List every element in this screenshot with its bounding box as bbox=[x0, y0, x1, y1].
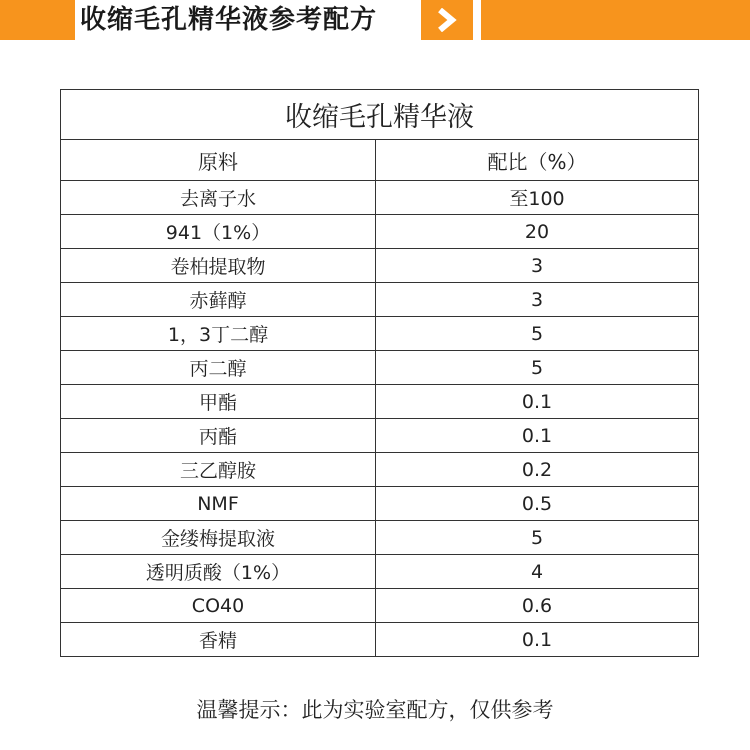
column-header-ratio: 配比（%） bbox=[376, 140, 699, 181]
material-cell: 金缕梅提取液 bbox=[61, 521, 376, 555]
table-row bbox=[61, 419, 699, 453]
ratio-cell: 0.1 bbox=[376, 385, 699, 419]
ratio-cell: 3 bbox=[376, 283, 699, 317]
page-title: 收缩毛孔精华液参考配方 bbox=[80, 5, 378, 35]
table-row bbox=[61, 317, 699, 351]
material-cell: CO40 bbox=[61, 589, 376, 623]
header-banner bbox=[0, 0, 750, 40]
column-header-material: 原料 bbox=[61, 140, 376, 181]
table-row bbox=[61, 249, 699, 283]
ratio-cell: 5 bbox=[376, 317, 699, 351]
material-cell: 1，3丁二醇 bbox=[61, 317, 376, 351]
ratio-cell: 至100 bbox=[376, 181, 699, 215]
table-row bbox=[61, 589, 699, 623]
chevron-right-icon bbox=[434, 8, 460, 32]
table-title-row bbox=[61, 90, 699, 140]
ratio-cell: 0.1 bbox=[376, 623, 699, 657]
table-row bbox=[61, 555, 699, 589]
table-row bbox=[61, 215, 699, 249]
table-title: 收缩毛孔精华液 bbox=[61, 90, 699, 140]
material-cell: 透明质酸（1%） bbox=[61, 555, 376, 589]
ratio-cell: 5 bbox=[376, 521, 699, 555]
table-row bbox=[61, 351, 699, 385]
ratio-cell: 0.6 bbox=[376, 589, 699, 623]
table-row bbox=[61, 453, 699, 487]
material-cell: 香精 bbox=[61, 623, 376, 657]
ratio-cell: 0.2 bbox=[376, 453, 699, 487]
material-cell: NMF bbox=[61, 487, 376, 521]
material-cell: 丙二醇 bbox=[61, 351, 376, 385]
table-row bbox=[61, 623, 699, 657]
table-row bbox=[61, 521, 699, 555]
material-cell: 卷柏提取物 bbox=[61, 249, 376, 283]
ratio-cell: 0.1 bbox=[376, 419, 699, 453]
material-cell: 甲酯 bbox=[61, 385, 376, 419]
table-row bbox=[61, 283, 699, 317]
banner-accent-left bbox=[0, 0, 75, 40]
material-cell: 丙酯 bbox=[61, 419, 376, 453]
material-cell: 941（1%） bbox=[61, 215, 376, 249]
table-row bbox=[61, 487, 699, 521]
material-cell: 三乙醇胺 bbox=[61, 453, 376, 487]
next-arrow-button[interactable] bbox=[421, 0, 473, 40]
ratio-cell: 0.5 bbox=[376, 487, 699, 521]
material-cell: 赤藓醇 bbox=[61, 283, 376, 317]
ratio-cell: 3 bbox=[376, 249, 699, 283]
formula-table bbox=[60, 89, 699, 657]
table-row bbox=[61, 181, 699, 215]
table-header-row bbox=[61, 140, 699, 181]
ratio-cell: 4 bbox=[376, 555, 699, 589]
ratio-cell: 20 bbox=[376, 215, 699, 249]
footer-note: 温馨提示：此为实验室配方，仅供参考 bbox=[196, 698, 554, 722]
material-cell: 去离子水 bbox=[61, 181, 376, 215]
table-row bbox=[61, 385, 699, 419]
ratio-cell: 5 bbox=[376, 351, 699, 385]
banner-accent-right bbox=[481, 0, 750, 40]
